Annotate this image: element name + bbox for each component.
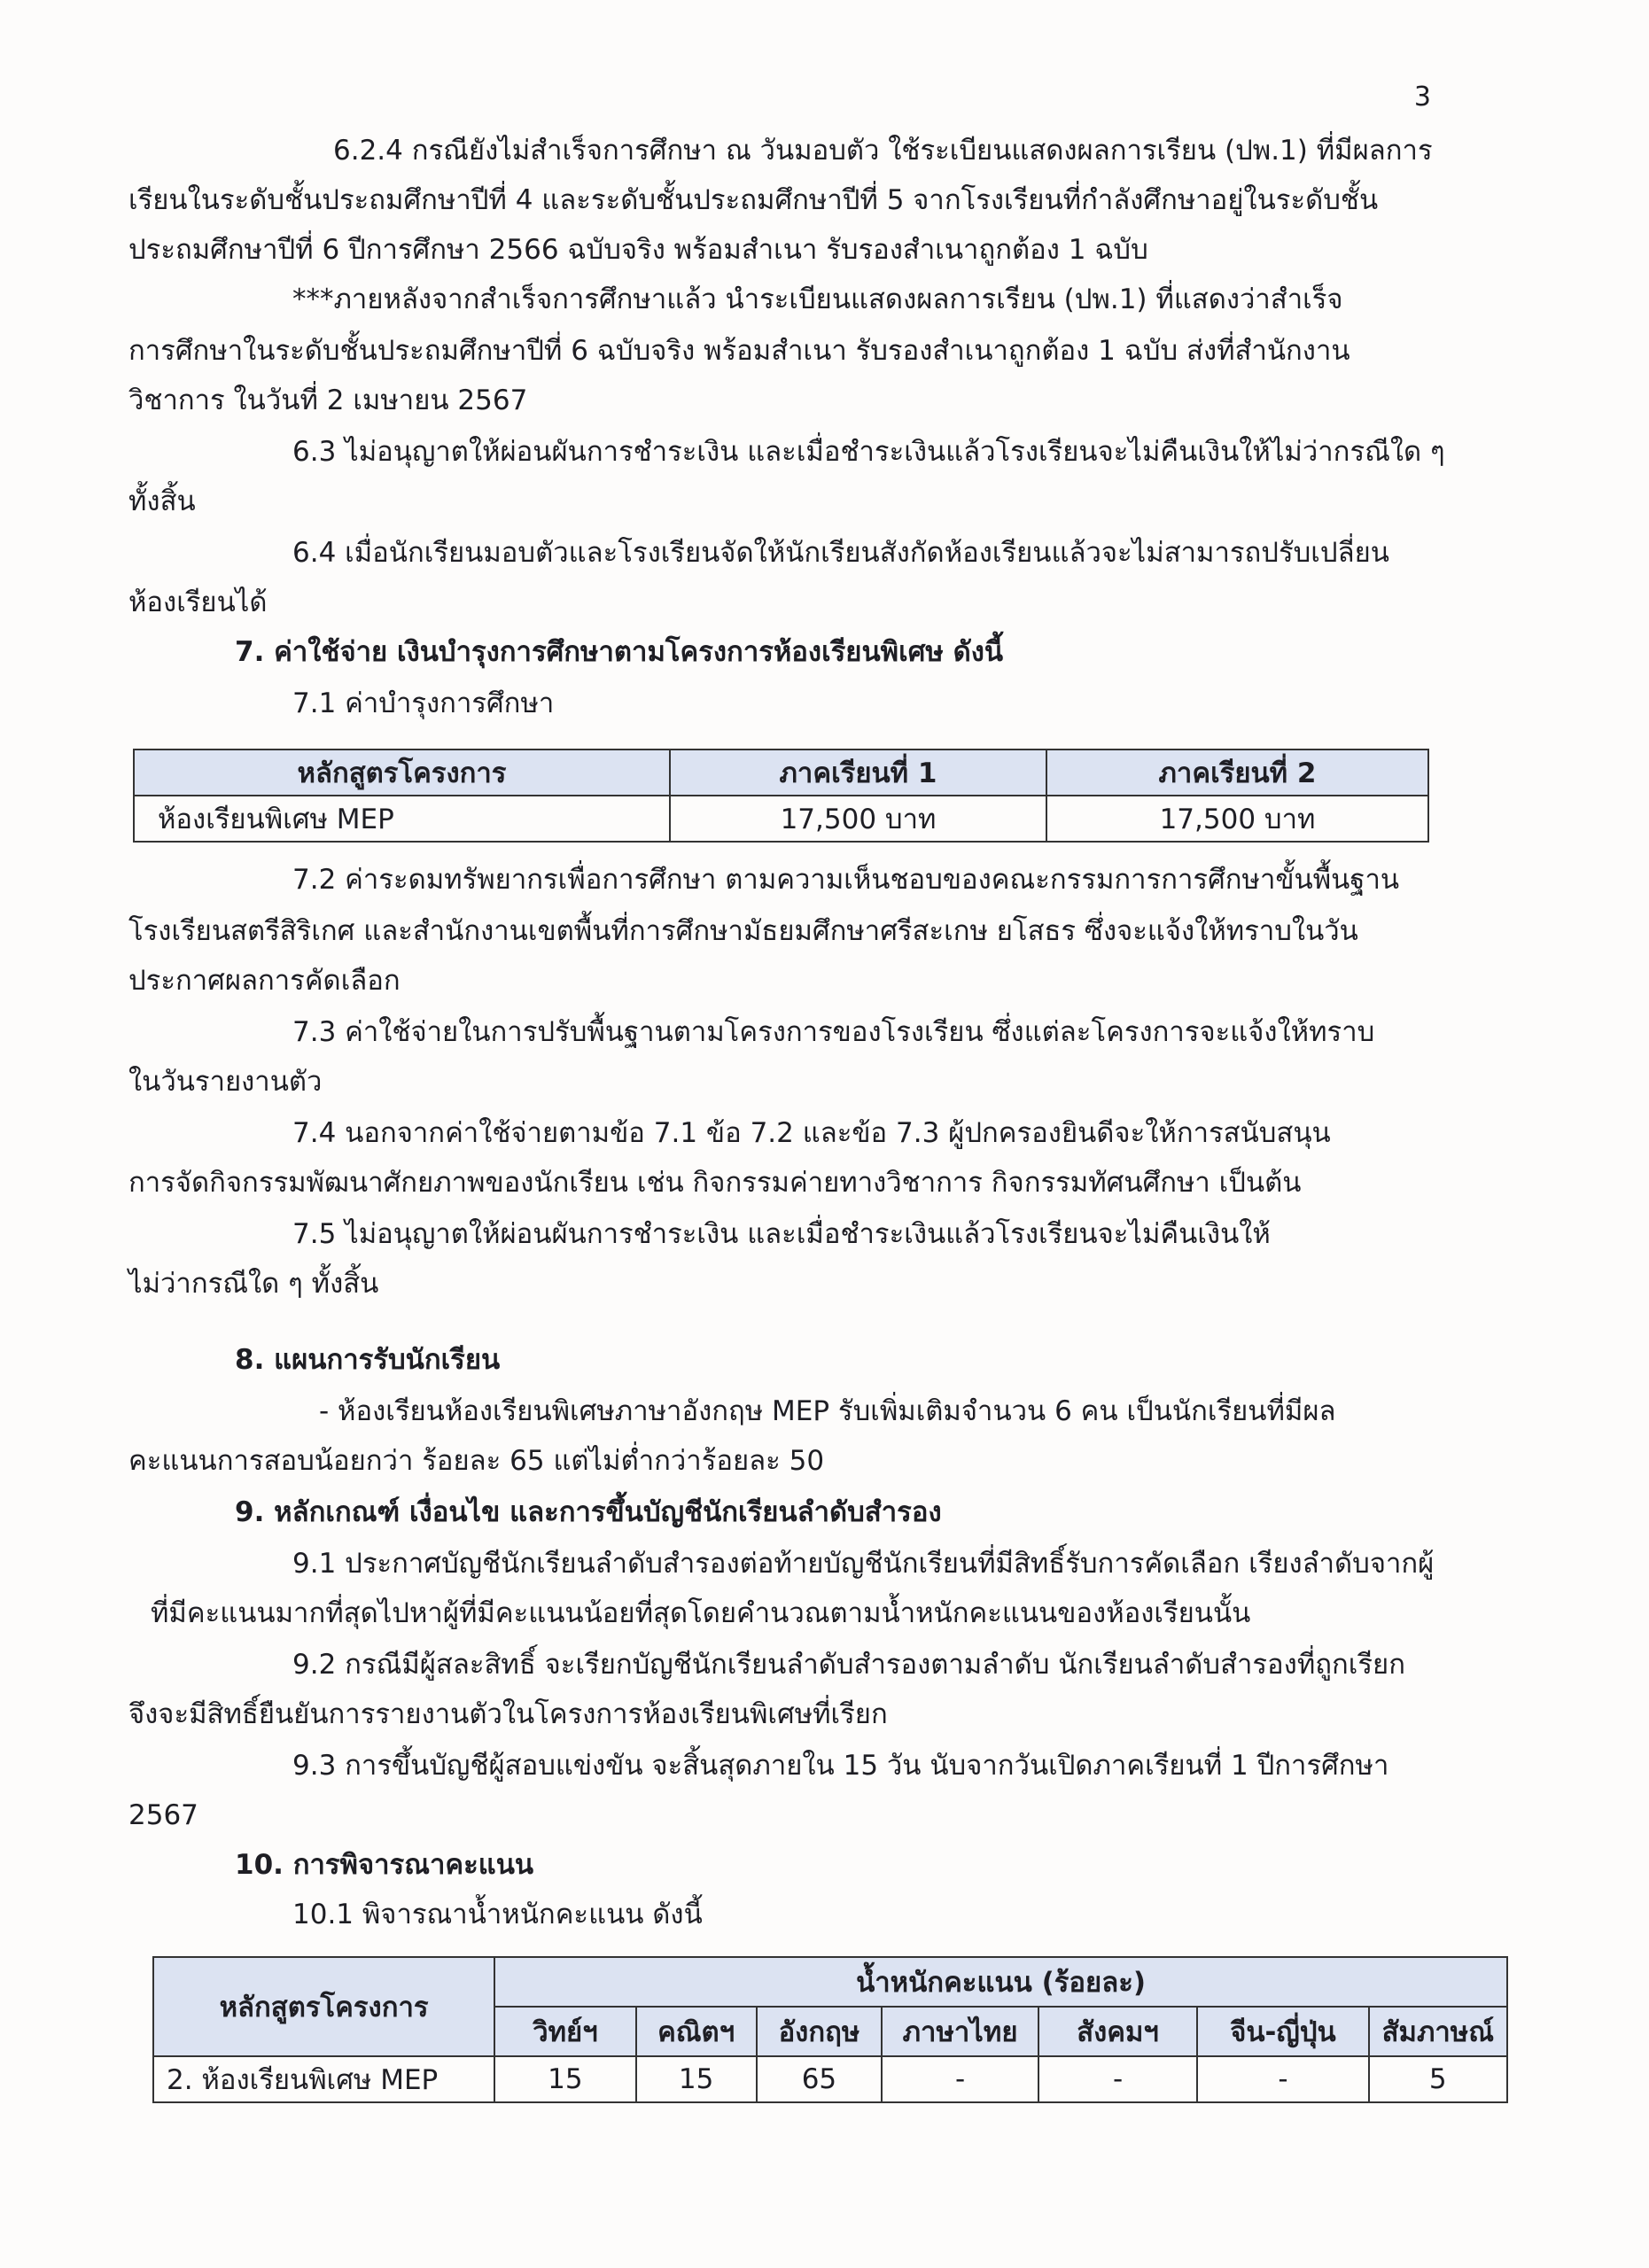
heading-8: 8. แผนการรับนักเรียน: [235, 1344, 501, 1376]
fee-table-header-row: [134, 750, 1428, 796]
para-6-2-4-line1: 6.2.4 กรณียังไม่สำเร็จการศึกษา ณ วันมอบตัว ใช้ระเบียนแสดงผลการเรียน (ปพ.1) ที่มีผลการ: [333, 135, 1433, 167]
weight-header-math: คณิตฯ: [636, 2007, 757, 2056]
heading-7: 7. ค่าใช้จ่าย เงินบำรุงการศึกษาตามโครงการห้องเรียนพิเศษ ดังนี้: [235, 636, 1004, 668]
fee-header-term2: ภาคเรียนที่ 2: [1046, 750, 1428, 796]
para-7-4-line2: การจัดกิจกรรมพัฒนาศักยภาพของนักเรียน เช่น กิจกรรมค่ายทางวิชาการ กิจกรรมทัศนศึกษา เป็นต้น: [128, 1167, 1302, 1199]
para-7-3-line1: 7.3 ค่าใช้จ่ายในการปรับพื้นฐานตามโครงการของโรงเรียน ซึ่งแต่ละโครงการจะแจ้งให้ทราบ: [292, 1016, 1375, 1048]
para-6-4-line2: ห้องเรียนได้: [128, 586, 268, 618]
weight-value-math: 15: [636, 2056, 757, 2102]
para-9-1-line2: ที่มีคะแนนมากที่สุดไปหาผู้ที่มีคะแนนน้อยที่สุดโดยคำนวณตามน้ำหนักคะแนนของห้องเรียนนั้น: [151, 1597, 1251, 1629]
para-7-5-line2: ไม่ว่ากรณีใด ๆ ทั้งสิ้น: [128, 1268, 379, 1300]
para-9-2-line1: 9.2 กรณีมีผู้สละสิทธิ์ จะเรียกบัญชีนักเรียนลำดับสำรองตามลำดับ นักเรียนลำดับสำรองที่ถูกเรียก: [292, 1649, 1405, 1681]
fee-table-row: [134, 796, 1428, 842]
fee-header-term1: ภาคเรียนที่ 1: [670, 750, 1046, 796]
weight-value-interview: 5: [1369, 2056, 1507, 2102]
weight-value-english: 65: [757, 2056, 883, 2102]
para-9-1-line1: 9.1 ประกาศบัญชีนักเรียนลำดับสำรองต่อท้ายบัญชีนักเรียนที่มีสิทธิ์รับการคัดเลือก เรียงลำดับจากผู้: [292, 1548, 1435, 1580]
heading-10: 10. การพิจารณาคะแนน: [235, 1849, 534, 1881]
note-line1: ***ภายหลังจากสำเร็จการศึกษาแล้ว นำระเบียนแสดงผลการเรียน (ปพ.1) ที่แสดงว่าสำเร็จ: [292, 284, 1343, 315]
weight-value-science: 15: [494, 2056, 636, 2102]
para-6-2-4-line2: เรียนในระดับชั้นประถมศึกษาปีที่ 4 และระดับชั้นประถมศึกษาปีที่ 5 จากโรงเรียนที่กำลังศึกษาอยู่ในระดับชั้น: [128, 184, 1379, 216]
score-weight-table: [152, 1956, 1508, 2103]
weight-header-social: สังคมฯ: [1038, 2007, 1198, 2056]
page-number: 3: [1413, 82, 1431, 113]
weight-table-group-row: [153, 1957, 1507, 2007]
para-7-2-line2: โรงเรียนสตรีสิริเกศ และสำนักงานเขตพื้นที่การศึกษามัธยมศึกษาศรีสะเกษ ยโสธร ซึ่งจะแจ้งให้ทราบในวัน: [128, 915, 1358, 947]
weight-header-science: วิทย์ฯ: [494, 2007, 636, 2056]
weight-header-chinese-japanese: จีน-ญี่ปุ่น: [1197, 2007, 1368, 2056]
para-6-2-4-line3: ประถมศึกษาปีที่ 6 ปีการศึกษา 2566 ฉบับจริง พร้อมสำเนา รับรองสำเนาถูกต้อง 1 ฉบับ: [128, 234, 1148, 266]
para-7-4-line1: 7.4 นอกจากค่าใช้จ่ายตามข้อ 7.1 ข้อ 7.2 และข้อ 7.3 ผู้ปกครองยินดีจะให้การสนับสนุน: [292, 1117, 1331, 1149]
para-7-3-line2: ในวันรายงานตัว: [128, 1066, 323, 1098]
fee-table: [133, 749, 1429, 843]
para-7-5-line1: 7.5 ไม่อนุญาตให้ผ่อนผันการชำระเงิน และเมื่อชำระเงินแล้วโรงเรียนจะไม่คืนเงินให้: [292, 1218, 1271, 1250]
para-9-3-line1: 9.3 การขึ้นบัญชีผู้สอบแข่งขัน จะสิ้นสุดภายใน 15 วัน นับจากวันเปิดภาคเรียนที่ 1 ปีการศึกษา: [292, 1750, 1389, 1782]
fee-header-program: หลักสูตรโครงการ: [134, 750, 670, 796]
heading-9: 9. หลักเกณฑ์ เงื่อนไข และการขึ้นบัญชีนักเรียนลำดับสำรอง: [235, 1496, 942, 1528]
para-7-2-line1: 7.2 ค่าระดมทรัพยากรเพื่อการศึกษา ตามความเห็นชอบของคณะกรรมการการศึกษาขั้นพื้นฐาน: [292, 864, 1400, 896]
weight-value-thai: -: [882, 2056, 1038, 2102]
para-9-2-line2: จึงจะมีสิทธิ์ยืนยันการรายงานตัวในโครงการห้องเรียนพิเศษที่เรียก: [128, 1698, 888, 1730]
weight-header-group: น้ำหนักคะแนน (ร้อยละ): [494, 1957, 1507, 2007]
weight-header-english: อังกฤษ: [757, 2007, 883, 2056]
para-7-1: 7.1 ค่าบำรุงการศึกษา: [292, 687, 555, 719]
weight-row-program: 2. ห้องเรียนพิเศษ MEP: [153, 2056, 494, 2102]
para-7-2-line3: ประกาศผลการคัดเลือก: [128, 965, 401, 997]
para-6-3-line2: ทั้งสิ้น: [128, 485, 196, 517]
para-8-line1: - ห้องเรียนห้องเรียนพิเศษภาษาอังกฤษ MEP รับเพิ่มเติมจำนวน 6 คน เป็นนักเรียนที่มีผล: [319, 1395, 1336, 1427]
para-6-3-line1: 6.3 ไม่อนุญาตให้ผ่อนผันการชำระเงิน และเมื่อชำระเงินแล้วโรงเรียนจะไม่คืนเงินให้ไม่ว่ากรณีใด ๆ: [292, 436, 1445, 468]
para-10-1: 10.1 พิจารณาน้ำหนักคะแนน ดังนี้: [292, 1899, 703, 1930]
weight-header-thai: ภาษาไทย: [882, 2007, 1038, 2056]
fee-row-program: ห้องเรียนพิเศษ MEP: [134, 796, 670, 842]
para-6-4-line1: 6.4 เมื่อนักเรียนมอบตัวและโรงเรียนจัดให้นักเรียนสังกัดห้องเรียนแล้วจะไม่สามารถปรับเปลี่ยน: [292, 537, 1389, 569]
fee-row-term2: 17,500 บาท: [1046, 796, 1428, 842]
note-line2: การศึกษาในระดับชั้นประถมศึกษาปีที่ 6 ฉบับจริง พร้อมสำเนา รับรองสำเนาถูกต้อง 1 ฉบับ ส่งที่สำนักงาน: [128, 335, 1350, 367]
note-line3: วิชาการ ในวันที่ 2 เมษายน 2567: [128, 384, 528, 416]
para-9-3-line2: 2567: [128, 1799, 198, 1831]
weight-header-program: หลักสูตรโครงการ: [153, 1957, 494, 2056]
weight-value-social: -: [1038, 2056, 1198, 2102]
para-8-line2: คะแนนการสอบน้อยกว่า ร้อยละ 65 แต่ไม่ต่ำกว่าร้อยละ 50: [128, 1445, 825, 1477]
weight-value-chinese-japanese: -: [1197, 2056, 1368, 2102]
weight-table-row: [153, 2056, 1507, 2102]
fee-row-term1: 17,500 บาท: [670, 796, 1046, 842]
weight-header-interview: สัมภาษณ์: [1369, 2007, 1507, 2056]
